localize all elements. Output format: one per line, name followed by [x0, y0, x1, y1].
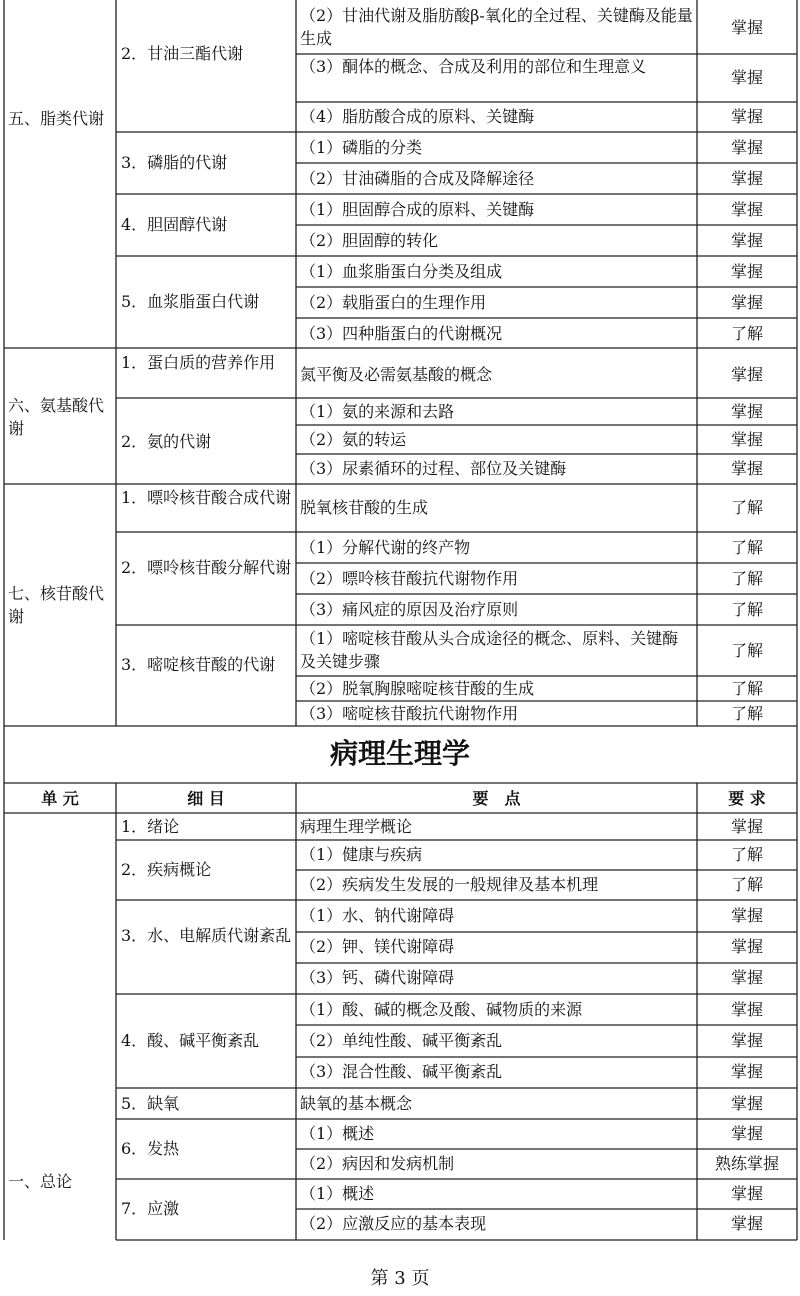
req-text: 掌握	[730, 402, 763, 421]
req-text: 掌握	[730, 1214, 763, 1233]
req-text: 了解	[730, 538, 763, 557]
point-text: （1）酸、碱的概念及酸、碱物质的来源	[300, 1000, 583, 1019]
point-text: （1）氨的来源和去路	[300, 402, 455, 421]
point-text: （2）甘油代谢及脂肪酸β-氧化的全过程、关键酶及能量生成	[300, 6, 693, 48]
point-text: （1）水、钠代谢障碍	[300, 906, 455, 925]
header-req: 要 求	[728, 789, 766, 808]
point-text: （1）血浆脂蛋白分类及组成	[300, 262, 503, 281]
req-text: 了解	[730, 875, 763, 894]
sub-electrolyte: 3．水、电解质代谢紊乱	[121, 926, 292, 945]
sub-lipoprotein: 5．血浆脂蛋白代谢	[121, 292, 260, 311]
point-text: 缺氧的基本概念	[300, 1094, 413, 1113]
point-text: （2）单纯性酸、碱平衡紊乱	[300, 1031, 503, 1050]
point-text: （2）甘油磷脂的合成及降解途径	[300, 169, 535, 188]
sub-acid-base: 4．酸、碱平衡紊乱	[121, 1031, 260, 1050]
req-text: 掌握	[730, 138, 763, 157]
sub-fever: 6．发热	[121, 1139, 180, 1158]
req-text: 掌握	[730, 169, 763, 188]
req-text: 了解	[730, 498, 763, 517]
point-text: （1）磷脂的分类	[300, 138, 423, 157]
req-text: 了解	[730, 845, 763, 864]
req-text: 了解	[730, 679, 763, 698]
req-text: 掌握	[730, 937, 763, 956]
point-text: （3）尿素循环的过程、部位及关键酶	[300, 459, 567, 478]
req-text: 掌握	[730, 430, 763, 449]
point-text: （2）氨的转运	[300, 430, 407, 449]
sub-introduction: 1．绪论	[121, 817, 180, 836]
point-text: （3）嘧啶核苷酸抗代谢物作用	[300, 704, 519, 723]
req-text: 掌握	[730, 262, 763, 281]
req-text: 掌握	[730, 817, 763, 836]
point-text: （2）病因和发病机制	[300, 1154, 455, 1173]
point-text: （2）载脂蛋白的生理作用	[300, 293, 487, 312]
point-text: （3）钙、磷代谢障碍	[300, 968, 455, 987]
req-text: 掌握	[730, 365, 763, 384]
req-text: 掌握	[730, 968, 763, 987]
req-text: 了解	[730, 324, 763, 343]
req-text: 掌握	[730, 200, 763, 219]
point-text: （3）四种脂蛋白的代谢概况	[300, 324, 503, 343]
header-unit: 单 元	[41, 789, 79, 808]
req-text: 掌握	[730, 68, 763, 87]
req-text: 掌握	[730, 107, 763, 126]
req-text: 掌握	[730, 1062, 763, 1081]
req-text: 掌握	[730, 293, 763, 312]
header-item: 细 目	[187, 789, 225, 808]
req-text: 掌握	[730, 459, 763, 478]
point-text: （1）健康与疾病	[300, 845, 423, 864]
req-text: 了解	[730, 569, 763, 588]
point-text: 脱氧核苷酸的生成	[300, 498, 429, 517]
req-text: 了解	[730, 600, 763, 619]
point-text: （4）脂肪酸合成的原料、关键酶	[300, 107, 535, 126]
point-text: （1）嘧啶核苷酸从头合成途径的概念、原料、关键酶及关键步骤	[300, 629, 679, 671]
sub-purine-synthesis: 1．嘌呤核苷酸合成代谢	[121, 488, 292, 507]
sub-disease: 2．疾病概论	[121, 860, 212, 879]
point-text: （2）胆固醇的转化	[300, 231, 439, 250]
req-text: 掌握	[730, 1094, 763, 1113]
req-text: 掌握	[730, 231, 763, 250]
sub-hypoxia: 5．缺氧	[121, 1094, 180, 1113]
unit-lipid-metabolism: 五、脂类代谢	[8, 109, 105, 128]
sub-cholesterol: 4．胆固醇代谢	[121, 215, 228, 234]
point-text: （2）疾病发生发展的一般规律及基本机理	[300, 875, 599, 894]
unit-amino-acid-metabolism: 六、氨基酸代谢	[8, 396, 105, 438]
section-title: 病理生理学	[329, 737, 470, 770]
point-text: （3）酮体的概念、合成及利用的部位和生理意义	[300, 57, 647, 76]
point-text: （3）混合性酸、碱平衡紊乱	[300, 1062, 503, 1081]
req-text: 掌握	[730, 1031, 763, 1050]
point-text: （3）痛风症的原因及治疗原则	[300, 600, 519, 619]
req-text: 掌握	[730, 1124, 763, 1143]
unit-nucleotide-metabolism: 七、核苷酸代谢	[8, 584, 105, 626]
point-text: （2）脱氧胸腺嘧啶核苷酸的生成	[300, 679, 535, 698]
point-text: （1）概述	[300, 1184, 375, 1203]
sub-purine-catabolism: 2．嘌呤核苷酸分解代谢	[121, 558, 292, 577]
point-text: （1）胆固醇合成的原料、关键酶	[300, 200, 535, 219]
point-text: （2）应激反应的基本表现	[300, 1214, 487, 1233]
sub-pyrimidine: 3．嘧啶核苷酸的代谢	[121, 655, 276, 674]
req-text: 掌握	[730, 1184, 763, 1203]
unit-general: 一、总论	[8, 1172, 73, 1191]
sub-triglyceride: 2．甘油三酯代谢	[121, 44, 244, 63]
point-text: （2）钾、镁代谢障碍	[300, 937, 455, 956]
req-text: 了解	[730, 704, 763, 723]
sub-ammonia: 2．氨的代谢	[121, 432, 212, 451]
point-text: （1）概述	[300, 1124, 375, 1143]
sub-phospholipid: 3．磷脂的代谢	[121, 153, 228, 172]
header-point: 要 点	[472, 789, 521, 808]
req-text: 掌握	[730, 906, 763, 925]
req-text: 掌握	[730, 18, 763, 37]
req-text: 了解	[730, 641, 763, 660]
page-number: 第 3 页	[370, 1268, 430, 1289]
req-text: 掌握	[730, 1000, 763, 1019]
point-text: （1）分解代谢的终产物	[300, 538, 471, 557]
req-text: 熟练掌握	[714, 1154, 779, 1173]
sub-protein-nutrition: 1．蛋白质的营养作用	[121, 353, 276, 372]
point-text: 病理生理学概论	[300, 817, 413, 836]
sub-stress: 7．应激	[121, 1199, 180, 1218]
point-text: 氮平衡及必需氨基酸的概念	[300, 365, 493, 384]
point-text: （2）嘌呤核苷酸抗代谢物作用	[300, 569, 519, 588]
